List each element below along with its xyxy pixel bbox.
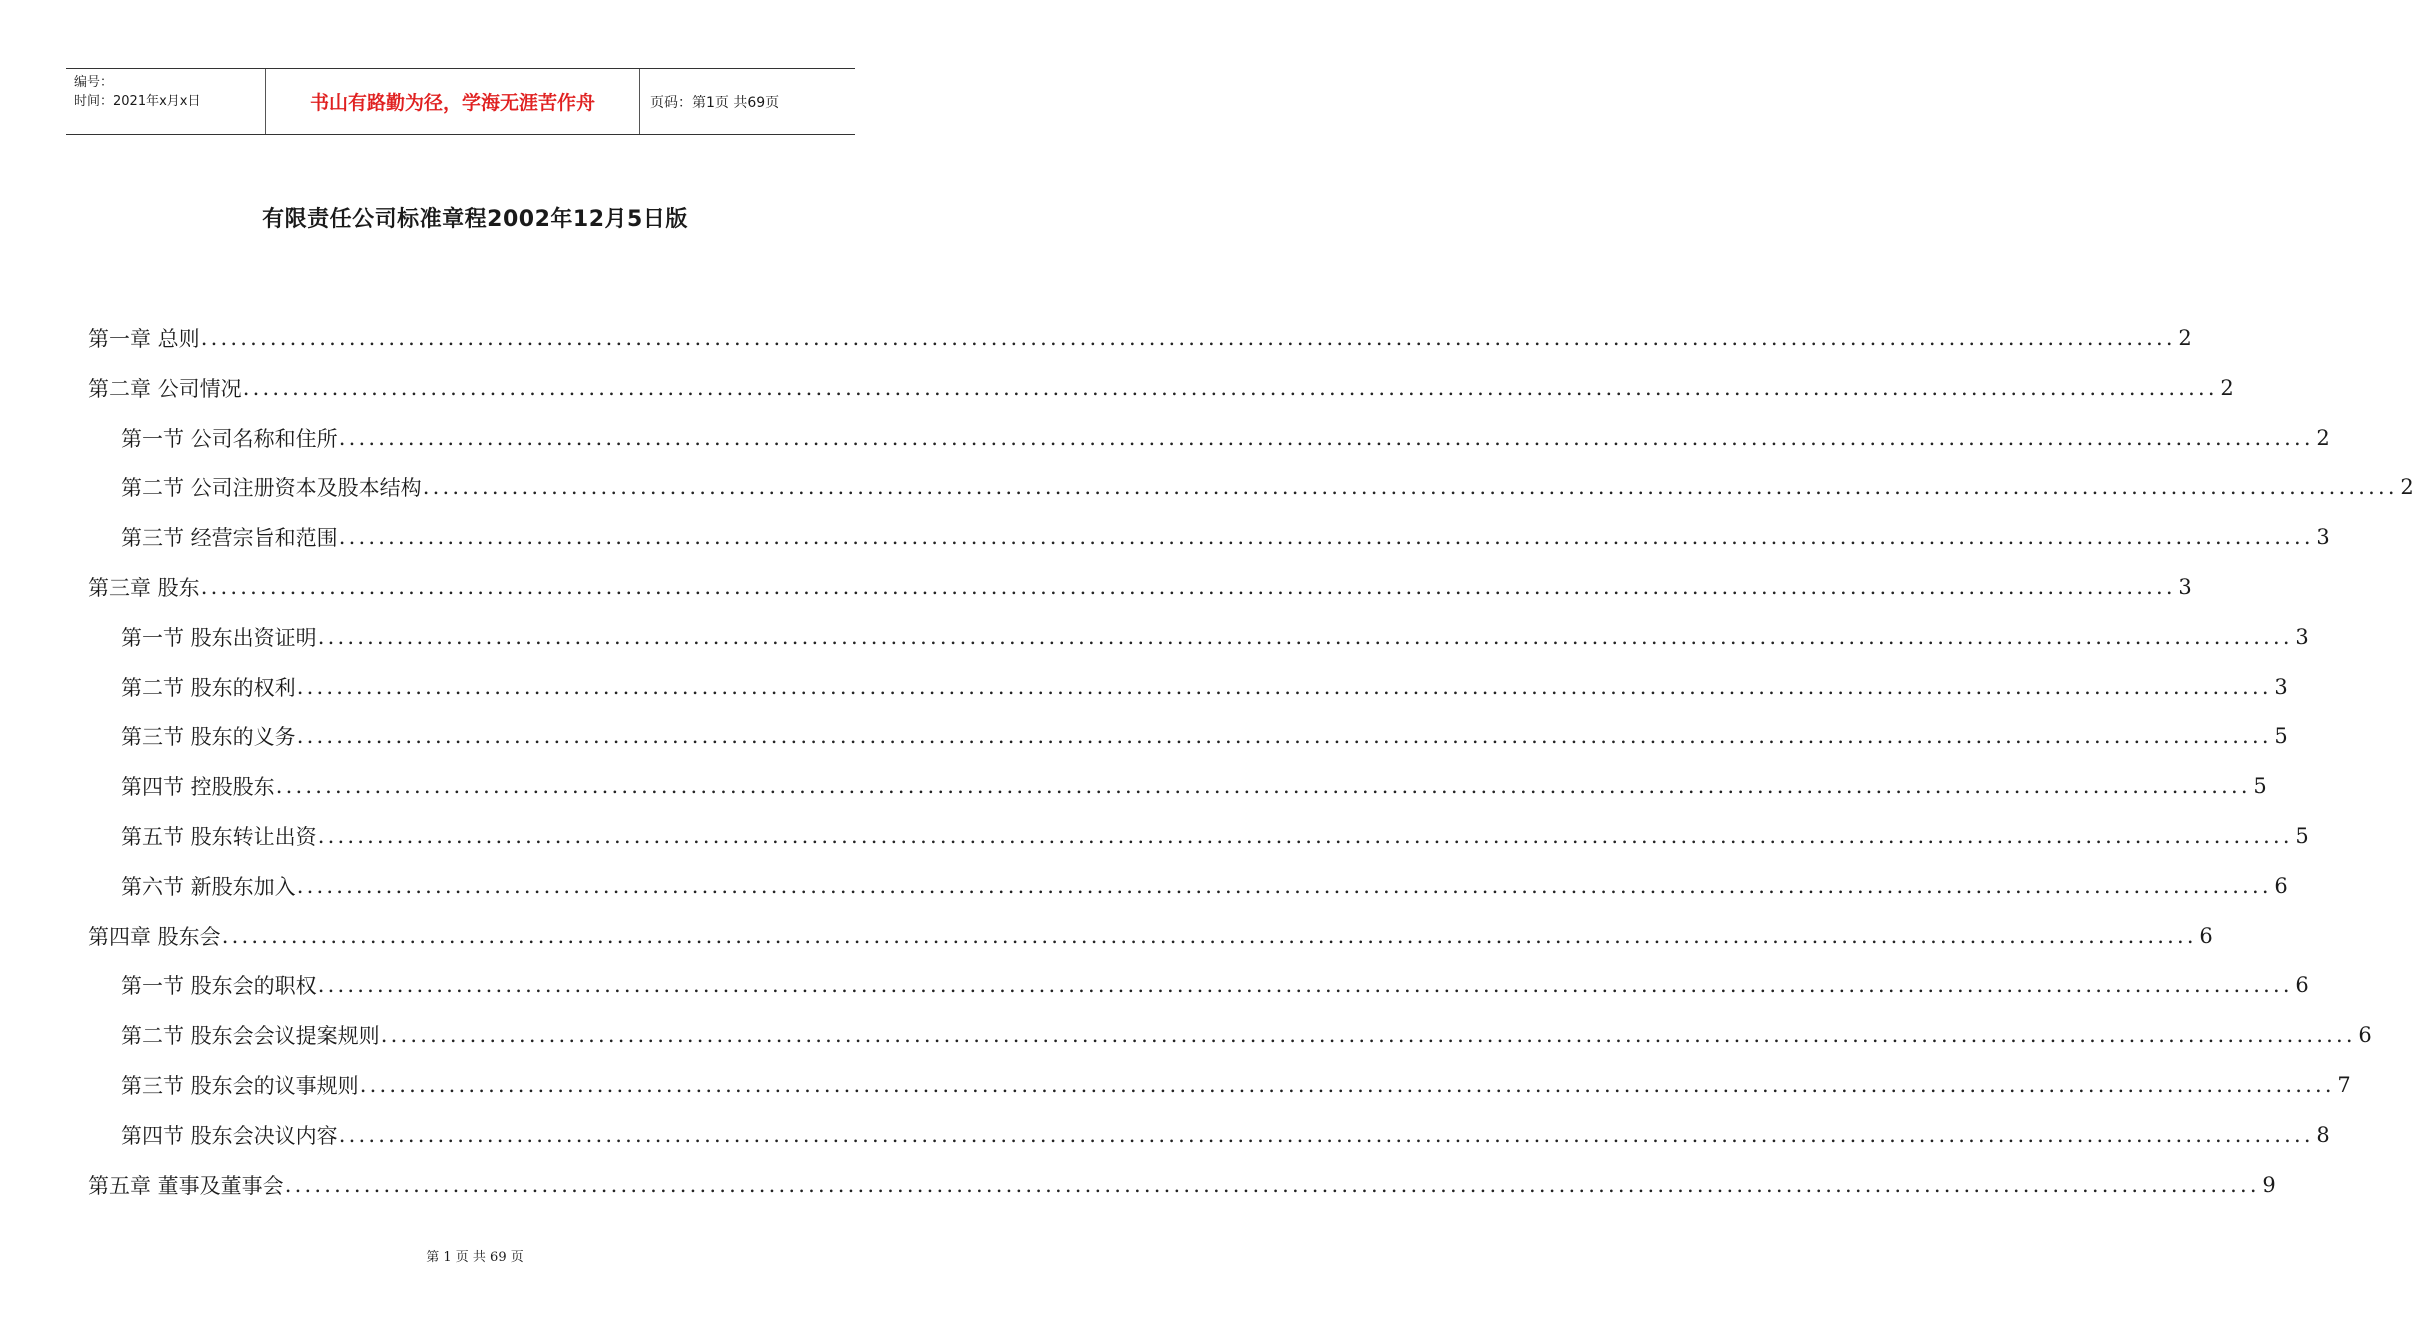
toc-entry-title: 第五节 股东转让出资 [121, 825, 317, 849]
toc-entry[interactable] [121, 766, 2267, 806]
time-label: 时间：2021年x月x日 [74, 94, 201, 109]
toc-entry[interactable] [121, 517, 2330, 557]
toc-dot-leader: ........................................................................................................................................................................................................ [317, 824, 2293, 848]
toc-entry[interactable] [88, 318, 2192, 358]
toc-page-number: 8 [2316, 1122, 2330, 1147]
number-label: 编号： [74, 75, 114, 90]
toc-dot-leader: ........................................................................................................................................................................................................ [296, 674, 2272, 699]
toc-page-number: 2 [2178, 326, 2192, 350]
toc-entry[interactable] [121, 467, 2414, 507]
toc-dot-leader: ........................................................................................................................................................................................................ [380, 1023, 2356, 1048]
toc-entry-title: 第一章 总则 [88, 327, 200, 351]
toc-dot-leader: ........................................................................................................................................................................................................ [317, 624, 2293, 649]
header-motto: 书山有路勤为径，学海无涯苦作舟 [266, 69, 640, 134]
toc-dot-leader: ........................................................................................................................................................................................................ [221, 923, 2197, 948]
toc-dot-leader: ........................................................................................................................................................................................................ [284, 1172, 2260, 1197]
toc-entry-title: 第一节 公司名称和住所 [121, 426, 338, 451]
toc-page-number: 5 [2274, 724, 2288, 749]
toc-page-number: 6 [2199, 923, 2213, 948]
header-meta [66, 69, 266, 134]
toc-page-number: 5 [2253, 774, 2267, 799]
toc-page-number: 2 [2220, 375, 2234, 400]
toc-entry-title: 第三节 经营宗旨和范围 [121, 526, 338, 551]
toc-entry-title: 第一节 股东出资证明 [121, 625, 317, 650]
toc-entry[interactable] [121, 667, 2288, 707]
toc-entry-title: 第六节 新股东加入 [121, 874, 296, 899]
toc-dot-leader: ........................................................................................................................................................................................................ [338, 1122, 2314, 1147]
toc-entry-title: 第二节 股东会会议提案规则 [121, 1024, 380, 1049]
toc-page-number: 2 [2316, 425, 2330, 450]
toc-dot-leader: ........................................................................................................................................................................................................ [359, 1073, 2335, 1097]
toc-entry-title: 第二节 公司注册资本及股本结构 [121, 476, 422, 501]
toc-entry-title: 第一节 股东会的职权 [121, 974, 317, 999]
toc-entry-title: 第三节 股东会的议事规则 [121, 1074, 359, 1098]
document-title: 有限责任公司标准章程2002年12月5日版 [262, 207, 688, 232]
toc-dot-leader: ........................................................................................................................................................................................................ [296, 873, 2272, 898]
toc-entry-title: 第三节 股东的义务 [121, 725, 296, 750]
toc-entry[interactable] [121, 1065, 2351, 1105]
toc-page-number: 6 [2295, 973, 2309, 998]
toc-page-number: 3 [2178, 575, 2192, 599]
toc-entry[interactable] [88, 368, 2234, 408]
toc-entry[interactable] [88, 916, 2213, 956]
toc-dot-leader: ........................................................................................................................................................................................................ [338, 425, 2314, 450]
toc-page-number: 6 [2358, 1023, 2372, 1048]
toc-entry[interactable] [121, 617, 2309, 657]
toc-entry[interactable] [121, 418, 2330, 458]
toc-page-number: 6 [2274, 873, 2288, 898]
toc-entry-title: 第五章 董事及董事会 [88, 1173, 284, 1198]
toc-dot-leader: ........................................................................................................................................................................................................ [275, 774, 2251, 799]
toc-entry[interactable] [121, 1015, 2372, 1055]
toc-entry[interactable] [121, 965, 2309, 1005]
toc-entry-title: 第四章 股东会 [88, 924, 221, 949]
toc-page-number: 2 [2400, 475, 2414, 500]
toc-entry-title: 第四节 股东会决议内容 [121, 1123, 338, 1148]
toc-dot-leader: ........................................................................................................................................................................................................ [317, 973, 2293, 998]
toc-entry[interactable] [88, 1165, 2276, 1205]
toc-page-number: 3 [2295, 624, 2309, 649]
toc-entry-title: 第四节 控股股东 [121, 775, 275, 800]
toc-dot-leader: ........................................................................................................................................................................................................ [200, 575, 2176, 599]
toc-dot-leader: ........................................................................................................................................................................................................ [422, 475, 2398, 500]
page-footer: 第 1 页 共 69 页 [426, 1250, 524, 1265]
toc-page-number: 9 [2262, 1172, 2276, 1197]
toc-page-number: 3 [2274, 674, 2288, 699]
toc-page-number: 3 [2316, 525, 2330, 550]
toc-entry[interactable] [121, 716, 2288, 756]
toc-entry-title: 第二节 股东的权利 [121, 675, 296, 700]
toc-entry[interactable] [121, 816, 2309, 856]
toc-entry[interactable] [121, 1115, 2330, 1155]
toc-entry[interactable] [121, 866, 2288, 906]
page-header [66, 68, 855, 135]
toc-dot-leader: ........................................................................................................................................................................................................ [296, 724, 2272, 749]
toc-entry-title: 第三章 股东 [88, 576, 200, 600]
toc-entry[interactable] [88, 567, 2192, 607]
toc-page-number: 7 [2337, 1073, 2351, 1097]
toc-dot-leader: ........................................................................................................................................................................................................ [242, 375, 2218, 400]
toc-entry-title: 第二章 公司情况 [88, 376, 242, 401]
toc-dot-leader: ........................................................................................................................................................................................................ [338, 525, 2314, 550]
header-page-info: 页码：第1页 共69页 [650, 94, 780, 111]
toc-dot-leader: ........................................................................................................................................................................................................ [200, 326, 2176, 350]
toc-page-number: 5 [2295, 824, 2309, 848]
